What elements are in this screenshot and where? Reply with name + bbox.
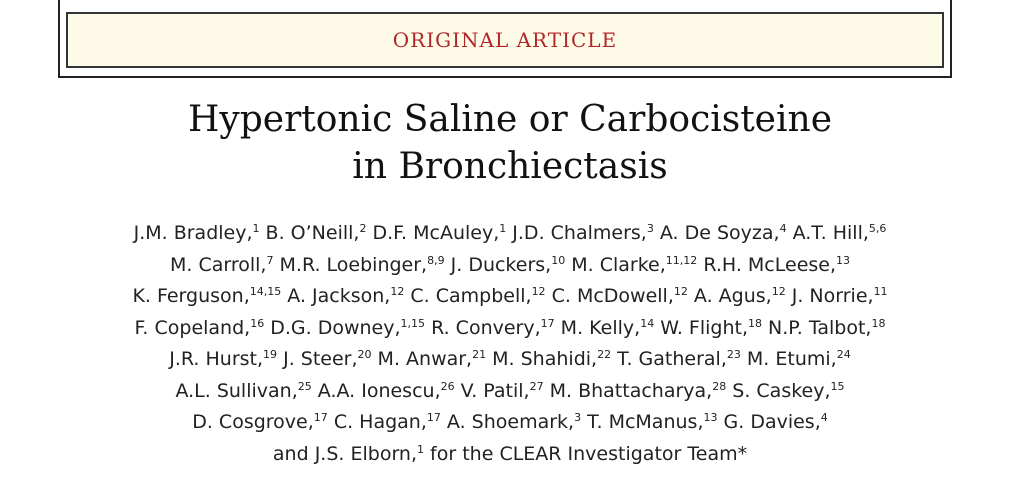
- author-name: K. Ferguson,: [132, 285, 250, 307]
- author-line: [20, 281, 1000, 313]
- author-name: J.R. Hurst,: [169, 348, 264, 370]
- affiliation-marker: 16: [250, 316, 265, 330]
- author-name: B. O’Neill,: [259, 222, 360, 244]
- author-name: C. Hagan,: [327, 411, 427, 433]
- author-line: [20, 218, 1000, 250]
- affiliation-marker: 12: [390, 285, 405, 298]
- affiliation-marker: 11,12: [665, 253, 698, 267]
- affiliation-marker: 17: [540, 316, 555, 330]
- affiliation-marker: 1: [499, 222, 507, 235]
- author-name: and J.S. Elborn,: [272, 442, 418, 465]
- section-banner: [66, 12, 944, 68]
- affiliation-marker: 19: [263, 348, 278, 361]
- affiliation-marker: 25: [297, 379, 312, 393]
- author-name: M. Kelly,: [554, 316, 641, 339]
- article-title: [0, 96, 1020, 190]
- affiliation-marker: 28: [712, 379, 727, 393]
- affiliation-marker: 12: [673, 285, 688, 298]
- author-line: [20, 376, 1000, 408]
- affiliation-marker: 3: [646, 222, 654, 235]
- affiliation-marker: 15: [830, 379, 845, 393]
- author-name: A.T. Hill,: [786, 222, 869, 244]
- author-name: N.P. Talbot,: [762, 316, 872, 339]
- author-name: M. Anwar,: [371, 348, 473, 370]
- title-line: in Bronchiectasis: [352, 146, 668, 187]
- author-name: M. Carroll,: [169, 253, 267, 276]
- author-line: [20, 439, 1000, 471]
- affiliation-marker: 20: [357, 348, 372, 361]
- affiliation-marker: 23: [726, 348, 741, 361]
- affiliation-marker: 13: [703, 411, 718, 424]
- affiliation-marker: 17: [426, 411, 441, 424]
- author-line: [20, 407, 1000, 439]
- author-name: T. Gatheral,: [611, 348, 727, 370]
- affiliation-marker: 8,9: [427, 253, 445, 267]
- author-name: F. Copeland,: [134, 316, 251, 339]
- author-name: A. Shoemark,: [440, 411, 575, 433]
- author-name: M.R. Loebinger,: [273, 253, 428, 276]
- author-name: D.G. Downey,: [264, 316, 401, 339]
- affiliation-marker: 5,6: [868, 222, 887, 235]
- author-name: M. Bhattacharya,: [543, 379, 713, 402]
- author-name: A.A. Ionescu,: [311, 379, 441, 402]
- section-label: ORIGINAL ARTICLE: [392, 28, 618, 52]
- author-name: J. Steer,: [277, 348, 358, 370]
- author-line: [20, 250, 1000, 282]
- affiliation-marker: 22: [597, 348, 612, 361]
- author-name: G. Davies,: [717, 411, 821, 433]
- affiliation-marker: 11: [873, 285, 888, 298]
- author-name: M. Clarke,: [565, 253, 666, 276]
- article-header: [58, 0, 952, 78]
- author-name: W. Flight,: [654, 316, 749, 339]
- affiliation-marker: 7: [266, 253, 274, 267]
- affiliation-marker: 12: [771, 285, 786, 298]
- author-name: A.L. Sullivan,: [175, 379, 298, 402]
- author-line: [20, 313, 1000, 345]
- affiliation-marker: 4: [779, 222, 787, 235]
- affiliation-marker: 17: [313, 411, 328, 424]
- affiliation-marker: 18: [871, 316, 886, 330]
- author-name: J. Duckers,: [444, 253, 552, 276]
- affiliation-marker: 18: [748, 316, 763, 330]
- affiliation-marker: 14: [640, 316, 655, 330]
- author-name: M. Shahidi,: [486, 348, 598, 370]
- affiliation-marker: 3: [574, 411, 582, 424]
- affiliation-marker: 24: [836, 348, 851, 361]
- author-name: J.D. Chalmers,: [506, 222, 647, 244]
- author-name: A. Jackson,: [281, 285, 391, 307]
- affiliation-marker: 12: [531, 285, 546, 298]
- author-name: J.M. Bradley,: [133, 222, 253, 244]
- author-name: A. De Soyza,: [653, 222, 780, 244]
- affiliation-marker: 2: [359, 222, 367, 235]
- affiliation-marker: 1: [252, 222, 260, 235]
- affiliation-marker: 1,15: [400, 316, 426, 330]
- author-name: S. Caskey,: [726, 379, 831, 402]
- title-line: Hypertonic Saline or Carbocisteine: [187, 99, 832, 140]
- author-name: D. Cosgrove,: [192, 411, 314, 433]
- author-list: [20, 218, 1000, 470]
- affiliation-marker: 27: [529, 379, 544, 393]
- affiliation-marker: 4: [820, 411, 828, 424]
- affiliation-marker: 21: [472, 348, 487, 361]
- author-name: C. Campbell,: [404, 285, 532, 307]
- affiliation-marker: 26: [440, 379, 455, 393]
- author-name: J. Norrie,: [785, 285, 874, 307]
- author-name: V. Patil,: [454, 379, 530, 402]
- author-line: [20, 344, 1000, 376]
- author-name: for the CLEAR Investigator Team*: [424, 442, 748, 465]
- author-name: D.F. McAuley,: [366, 222, 500, 244]
- author-name: M. Etumi,: [740, 348, 837, 370]
- author-name: A. Agus,: [687, 285, 772, 307]
- affiliation-marker: 14,15: [249, 285, 282, 298]
- author-name: C. McDowell,: [545, 285, 674, 307]
- author-name: T. McManus,: [581, 411, 704, 433]
- affiliation-marker: 10: [551, 253, 566, 267]
- author-name: R. Convery,: [425, 316, 541, 339]
- affiliation-marker: 13: [836, 253, 851, 267]
- affiliation-marker: 1: [417, 442, 425, 456]
- author-name: R.H. McLeese,: [697, 253, 837, 276]
